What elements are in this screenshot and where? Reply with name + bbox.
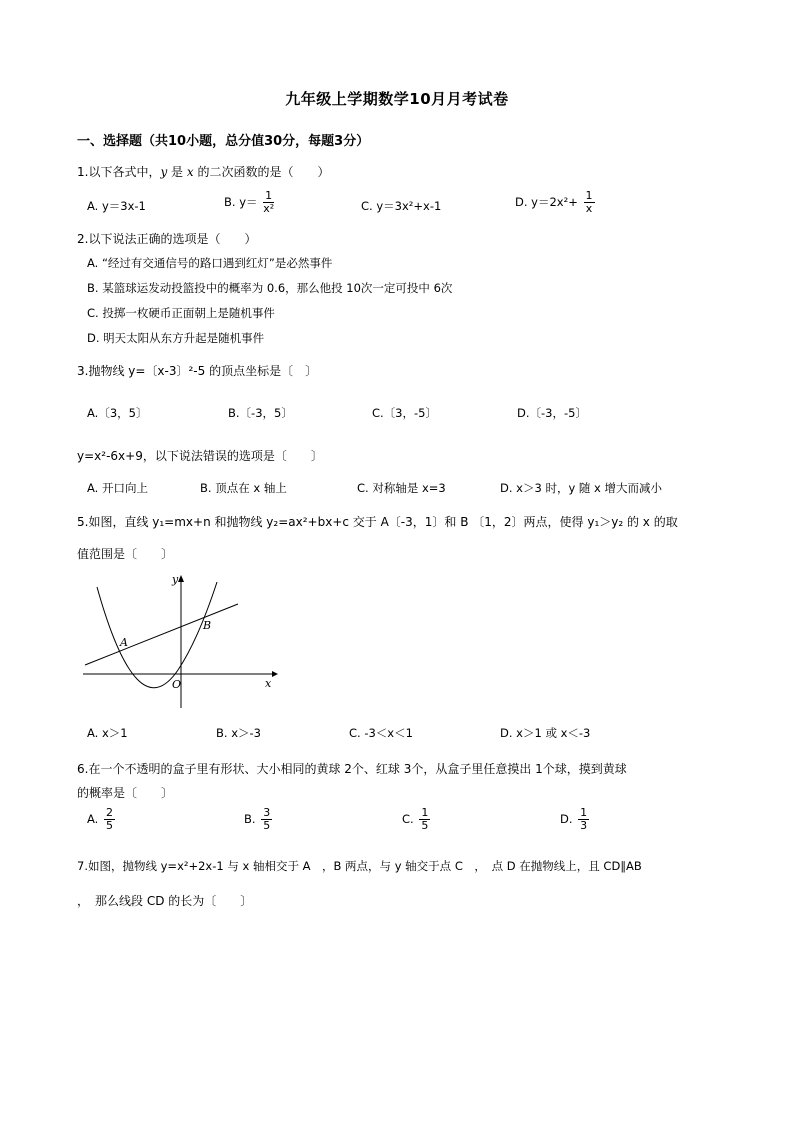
question-6-stem-line-1: 6.在一个不透明的盒子里有形状、大小相同的黄球 2个、红球 3个，从盒子里任意摸出 1个球，摸到黄球: [77, 762, 627, 776]
question-2-stem: 2.以下说法正确的选项是（ ）: [77, 232, 257, 246]
q6-b-denominator: 5: [263, 819, 271, 832]
question-2-option-d: D. 明天太阳从东方升起是随机事件: [87, 331, 265, 345]
question-7-stem-line-1: 7.如图，抛物线 y=x²+2x-1 与 x 轴相交于 A ，B 两点，与 y 轴交于点 C ， 点 D 在抛物线上，且 CD∥AB: [77, 859, 642, 873]
q6-a-label: A.: [87, 812, 99, 826]
q6-c-denominator: 5: [421, 819, 429, 832]
question-5-graph: [80, 570, 280, 715]
question-6-option-a: [87, 807, 117, 832]
q1-b-fraction: [263, 190, 274, 215]
page-title: 九年级上学期数学10月月考试卷: [285, 90, 509, 108]
question-3-option-d: D.〔-3，-5〕: [517, 406, 587, 420]
question-5-option-c: C. -3＜x＜1: [349, 726, 413, 740]
question-6-option-d: [560, 807, 591, 832]
q6-b-fraction: [261, 807, 272, 832]
question-1-option-c: C. y＝3x²+x-1: [361, 199, 442, 213]
graph-label-point-a: A: [120, 636, 128, 649]
question-6-option-b: [244, 807, 274, 832]
question-1-stem: [77, 163, 329, 180]
q6-b-label: B.: [244, 812, 256, 826]
question-4-option-d: D. x＞3 时，y 随 x 增大而减小: [500, 481, 663, 495]
question-5-option-d: D. x＞1 或 x＜-3: [500, 726, 591, 740]
graph-x-arrow: [272, 671, 278, 677]
question-1-option-a: A. y＝3x-1: [87, 199, 146, 213]
q1-d-label: D. y＝2x²+: [515, 195, 578, 209]
question-7-stem-line-2: ， 那么线段 CD 的长为〔 〕: [77, 894, 253, 908]
graph-label-x: x: [265, 677, 272, 690]
question-6-option-c: [402, 807, 432, 832]
section-heading: 一、选择题（共10小题，总分值30分，每题3分）: [77, 134, 370, 149]
graph-parabola-y2: [97, 582, 217, 688]
q6-d-numerator: 1: [580, 806, 588, 819]
q6-d-label: D.: [560, 812, 573, 826]
graph-label-origin: O: [172, 678, 182, 691]
question-4-option-a: A. 开口向上: [87, 481, 148, 495]
question-2-option-b: B. 某篮球运发动投篮投中的概率为 0.6，那么他投 10次一定可投中 6次: [87, 281, 453, 295]
q6-a-numerator: 2: [105, 806, 113, 819]
question-1-option-b: [224, 190, 276, 215]
q6-c-fraction: [419, 807, 430, 832]
q1-stem-pre: 1.以下各式中，: [77, 165, 161, 179]
q1-stem-post: 的二次函数的是（ ）: [193, 165, 330, 179]
graph-y-arrow: [178, 575, 184, 582]
q1-d-denominator: x: [585, 202, 593, 215]
question-5-stem-line-2: 值范围是〔 〕: [77, 547, 174, 561]
q6-c-label: C.: [402, 812, 414, 826]
question-5-option-a: A. x＞1: [87, 726, 128, 740]
question-4-option-b: B. 顶点在 x 轴上: [200, 481, 287, 495]
q6-d-fraction: [578, 807, 589, 832]
q6-b-numerator: 3: [263, 806, 271, 819]
q6-d-denominator: 3: [580, 819, 588, 832]
q1-d-numerator: 1: [585, 189, 593, 202]
question-1-option-d: [515, 190, 597, 215]
question-3-option-c: C.〔3，-5〕: [372, 406, 437, 420]
q1-stem-y: y: [160, 165, 168, 179]
q1-stem-x: x: [186, 165, 194, 179]
question-3-stem: 3.抛物线 y=〔x-3〕²-5 的顶点坐标是〔 〕: [77, 364, 318, 378]
q1-b-denominator: x²: [263, 202, 275, 215]
q1-stem-mid: 是: [167, 165, 187, 179]
q6-c-numerator: 1: [421, 806, 429, 819]
q1-b-label: B. y＝: [224, 195, 258, 209]
question-2-option-c: C. 投掷一枚硬币正面朝上是随机事件: [87, 306, 275, 320]
question-6-stem-line-2: 的概率是〔 〕: [77, 786, 174, 800]
question-5-stem-line-1: 5.如图，直线 y₁=mx+n 和抛物线 y₂=ax²+bx+c 交于 A〔-3，1〕和 B 〔1，2〕两点，使得 y₁＞y₂ 的 x 的取: [77, 515, 678, 529]
q1-d-fraction: [584, 190, 595, 215]
question-2-option-a: A. “经过有交通信号的路口遇到红灯”是必然事件: [87, 256, 333, 270]
graph-label-point-b: B: [203, 619, 212, 632]
graph-line-y1: [85, 604, 238, 665]
q6-a-denominator: 5: [105, 819, 113, 832]
question-3-option-b: B.〔-3，5〕: [228, 406, 293, 420]
q1-b-numerator: 1: [265, 189, 273, 202]
graph-label-y: y: [172, 573, 179, 586]
question-5-option-b: B. x＞-3: [216, 726, 261, 740]
question-4-stem: y=x²-6x+9，以下说法错误的选项是〔 〕: [77, 449, 323, 463]
question-3-option-a: A.〔3，5〕: [87, 406, 148, 420]
q6-a-fraction: [104, 807, 115, 832]
question-4-option-c: C. 对称轴是 x=3: [357, 481, 446, 495]
